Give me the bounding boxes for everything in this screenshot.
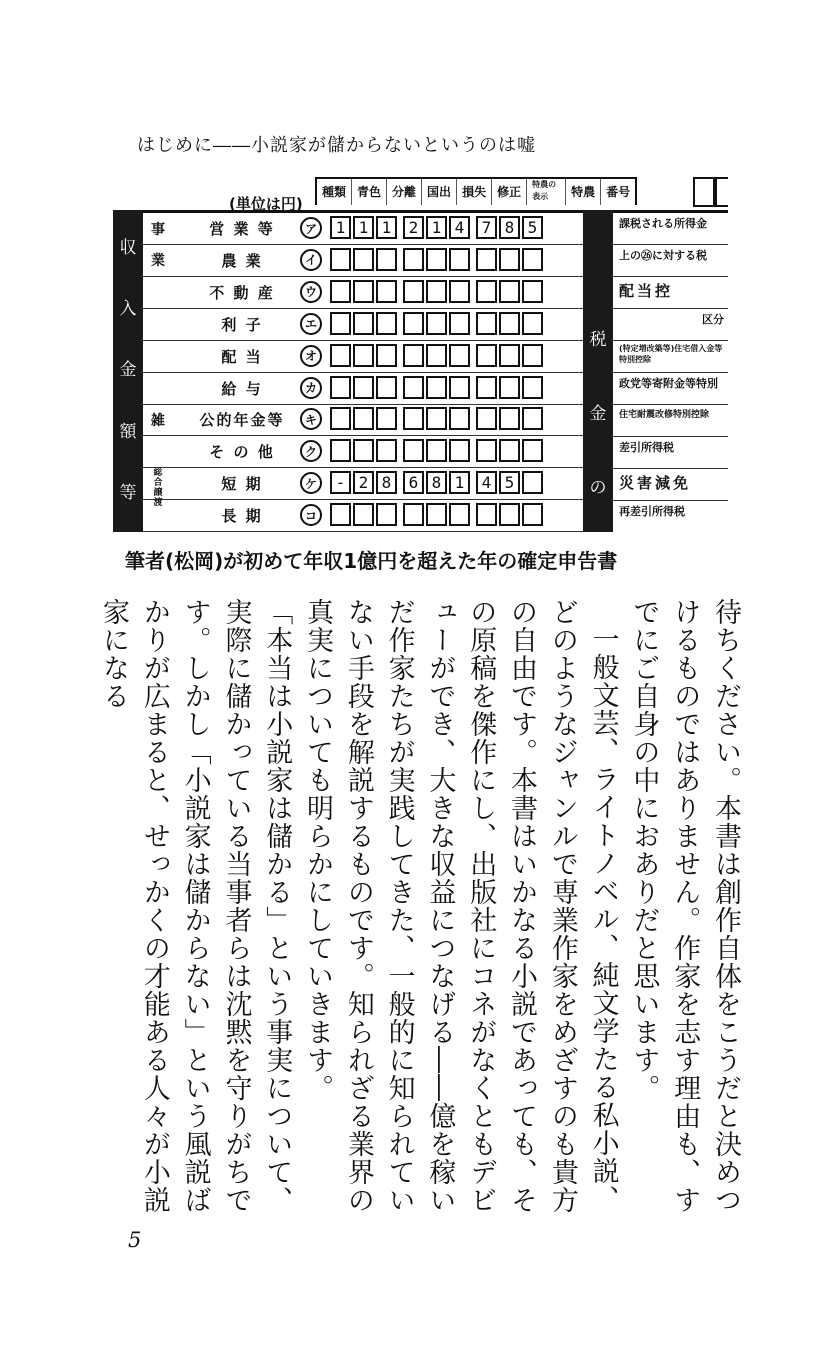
digit-box <box>476 280 497 303</box>
tax-row: 再差引所得税 <box>619 505 685 518</box>
digit-box <box>330 312 351 335</box>
digit-box <box>330 439 351 462</box>
digit-box: 1 <box>426 216 447 239</box>
digit-box <box>353 248 374 271</box>
digit-box <box>353 376 374 399</box>
row-name: 公的年金等 <box>199 411 285 430</box>
digit-box: 8 <box>499 216 520 239</box>
tax-row: 配当控 <box>613 277 728 309</box>
digit-box <box>522 503 543 526</box>
row-name: 不 動 産 <box>209 283 275 302</box>
income-row <box>143 245 583 277</box>
income-row <box>143 404 583 436</box>
tax-return-form-image <box>113 175 728 532</box>
digit-box: 5 <box>522 216 543 239</box>
tax-row: 差引所得税 <box>613 437 728 469</box>
income-row <box>143 341 583 373</box>
income-band <box>113 210 143 532</box>
row-group: 雑 <box>151 412 165 429</box>
income-row <box>143 468 583 509</box>
row-code: エ <box>300 313 322 335</box>
row-group <box>143 500 173 531</box>
digit-box <box>449 248 470 271</box>
digit-box <box>330 280 351 303</box>
header-cell: 種類 <box>317 179 352 205</box>
digit-box: - <box>330 471 351 494</box>
digit-box <box>522 280 543 303</box>
digit-boxes <box>330 439 545 462</box>
digit-box <box>353 280 374 303</box>
digit-box <box>449 407 470 430</box>
digit-box <box>426 503 447 526</box>
row-name: そ の 他 <box>209 443 275 462</box>
digit-box <box>330 344 351 367</box>
row-name: 長 期 <box>221 507 263 526</box>
digit-box <box>426 248 447 271</box>
digit-box <box>403 503 424 526</box>
digit-box <box>426 344 447 367</box>
digit-box <box>353 503 374 526</box>
band-char: の <box>589 477 607 498</box>
digit-box <box>376 407 397 430</box>
digit-box <box>449 280 470 303</box>
digit-box <box>376 503 397 526</box>
digit-box: 2 <box>353 471 374 494</box>
band-char: 金 <box>119 360 137 381</box>
digit-box <box>353 312 374 335</box>
row-group: 業 <box>151 253 165 270</box>
body-text <box>100 598 745 1218</box>
header-cell: 番号 <box>606 185 631 199</box>
digit-box <box>376 344 397 367</box>
digit-boxes <box>330 376 545 399</box>
digit-box <box>499 312 520 335</box>
digit-box <box>449 439 470 462</box>
row-code: コ <box>300 504 322 526</box>
digit-box <box>376 280 397 303</box>
digit-box <box>449 376 470 399</box>
row-group <box>143 309 173 340</box>
digit-box <box>330 248 351 271</box>
digit-boxes <box>330 407 545 430</box>
band-char: 金 <box>589 403 607 424</box>
digit-box <box>353 407 374 430</box>
digit-boxes <box>330 216 545 239</box>
form-header-row <box>315 177 637 205</box>
row-name: 給 与 <box>221 379 263 398</box>
income-row <box>143 309 583 341</box>
paragraph: 一般文芸、ライトノベル、純文学たる私小説、どのようなジャンルで専業作家をめざすのも貴方の自由です。本書はいかなる小説であっても、その原稿を傑作にし、出版社にコネがなくともデビューができ、大きな収益につなげる――億を稼いだ作家たちが実践してきた、一般的に知られていない手段を解説するものです。知られざる業界の真実についても明らかにしていきます。 <box>302 598 619 1214</box>
digit-box <box>403 407 424 430</box>
digit-box <box>403 344 424 367</box>
row-code: ア <box>300 217 322 239</box>
digit-box <box>522 376 543 399</box>
digit-box <box>403 376 424 399</box>
digit-box <box>476 248 497 271</box>
tax-row: 住宅耐震改修特別控除 <box>613 405 728 437</box>
row-code: キ <box>300 408 322 430</box>
digit-box <box>376 312 397 335</box>
digit-box: 1 <box>449 471 470 494</box>
row-group <box>143 373 173 404</box>
digit-box <box>522 344 543 367</box>
form-header-box <box>715 177 728 207</box>
digit-box: 4 <box>476 471 497 494</box>
tax-row: 区分 <box>613 309 728 341</box>
digit-box <box>376 439 397 462</box>
figure-caption: 筆者(松岡)が初めて年収1億円を超えた年の確定申告書 <box>125 549 618 573</box>
digit-box <box>403 439 424 462</box>
digit-box: 4 <box>449 216 470 239</box>
header-cell: 修正 <box>492 179 527 205</box>
digit-box: 2 <box>403 216 424 239</box>
digit-box <box>449 312 470 335</box>
digit-box: 5 <box>499 471 520 494</box>
digit-box <box>330 503 351 526</box>
digit-box <box>499 407 520 430</box>
digit-box <box>403 248 424 271</box>
row-group <box>143 436 173 467</box>
digit-boxes <box>330 280 545 303</box>
header-cell: 国出 <box>422 179 457 205</box>
digit-box <box>376 248 397 271</box>
digit-box <box>353 439 374 462</box>
tax-row: (特定増改築等)住宅借入金等特別控除 <box>613 341 728 373</box>
digit-boxes <box>330 248 545 271</box>
income-row <box>143 213 583 245</box>
digit-box <box>376 376 397 399</box>
unit-label: (単位は円) <box>229 195 303 213</box>
digit-box <box>476 376 497 399</box>
income-row <box>143 436 583 468</box>
row-code: ウ <box>300 281 322 303</box>
row-name: 農 業 <box>221 251 263 270</box>
digit-box <box>499 376 520 399</box>
band-char: 等 <box>119 482 137 503</box>
digit-box: 7 <box>476 216 497 239</box>
digit-box <box>522 248 543 271</box>
header-cell: 損失 <box>457 179 492 205</box>
digit-box <box>499 503 520 526</box>
header-cell: 青色 <box>352 179 387 205</box>
tax-panel <box>613 210 728 532</box>
tax-row: 上の㉖に対する税 <box>613 245 728 277</box>
digit-box: 8 <box>376 471 397 494</box>
header-cell: 特農の表示 <box>527 179 566 205</box>
paragraph: 待ちください。本書は創作自体をこうだと決めつけるものではありません。作家を志す理由も、すでにご自身の中におありだと思います。 <box>628 598 741 1214</box>
digit-box <box>499 280 520 303</box>
digit-box <box>522 439 543 462</box>
digit-box <box>522 407 543 430</box>
row-name: 短 期 <box>221 475 263 494</box>
band-char: 入 <box>119 299 137 320</box>
tax-band <box>583 210 613 532</box>
digit-box <box>426 439 447 462</box>
digit-box <box>426 376 447 399</box>
digit-box <box>499 344 520 367</box>
digit-boxes <box>330 503 545 526</box>
digit-box <box>403 312 424 335</box>
digit-box: 1 <box>330 216 351 239</box>
row-group: 事 <box>151 221 165 238</box>
row-group: 総合譲渡 <box>153 468 163 509</box>
digit-box <box>403 280 424 303</box>
digit-boxes <box>330 471 545 494</box>
digit-box <box>499 248 520 271</box>
row-group <box>143 341 173 372</box>
tax-row: 災害減免 <box>613 469 728 501</box>
digit-box <box>522 312 543 335</box>
digit-box <box>426 280 447 303</box>
digit-box <box>499 439 520 462</box>
page-number: 5 <box>128 1228 142 1252</box>
row-name: 利 子 <box>221 315 263 334</box>
row-code: イ <box>300 249 322 271</box>
digit-box <box>476 344 497 367</box>
row-name: 配 当 <box>221 347 263 366</box>
tax-row: 課税される所得金 <box>613 213 728 245</box>
digit-box <box>426 312 447 335</box>
digit-box: 8 <box>426 471 447 494</box>
row-code: ク <box>300 440 322 462</box>
tax-row: 政党等寄附金等特別 <box>613 373 728 405</box>
running-head: はじめに――小説家が儲からないというのは嘘 <box>137 135 536 156</box>
row-code: カ <box>300 377 322 399</box>
digit-box <box>476 407 497 430</box>
header-cell: 特農 <box>566 179 601 205</box>
digit-box: 1 <box>376 216 397 239</box>
digit-box: 1 <box>353 216 374 239</box>
digit-box: 6 <box>403 471 424 494</box>
digit-box <box>330 407 351 430</box>
row-group <box>143 277 173 308</box>
digit-box <box>353 344 374 367</box>
digit-box <box>476 439 497 462</box>
digit-boxes <box>330 344 545 367</box>
digit-box <box>426 407 447 430</box>
header-cell: 分離 <box>387 179 422 205</box>
paragraph: 「本当は小説家は儲かる」という事実について、実際に儲かっている当事者らは沈黙を守りがちです。しかし「小説家は儲からない」という風説ばかりが広まると、せっかくの才能ある人々が小説家になる <box>98 598 293 1214</box>
digit-boxes <box>330 312 545 335</box>
band-char: 税 <box>589 329 607 350</box>
income-row <box>143 373 583 405</box>
band-char: 額 <box>119 421 137 442</box>
row-code: オ <box>300 345 322 367</box>
income-row <box>143 277 583 309</box>
digit-box <box>476 503 497 526</box>
digit-box <box>449 344 470 367</box>
digit-box <box>330 376 351 399</box>
digit-box <box>476 312 497 335</box>
row-name: 営 業 等 <box>209 220 275 238</box>
digit-box <box>449 503 470 526</box>
band-char: 収 <box>119 238 137 259</box>
form-header-box <box>693 177 715 207</box>
income-row <box>143 500 583 532</box>
row-code: ケ <box>300 472 322 494</box>
digit-box <box>522 471 543 494</box>
